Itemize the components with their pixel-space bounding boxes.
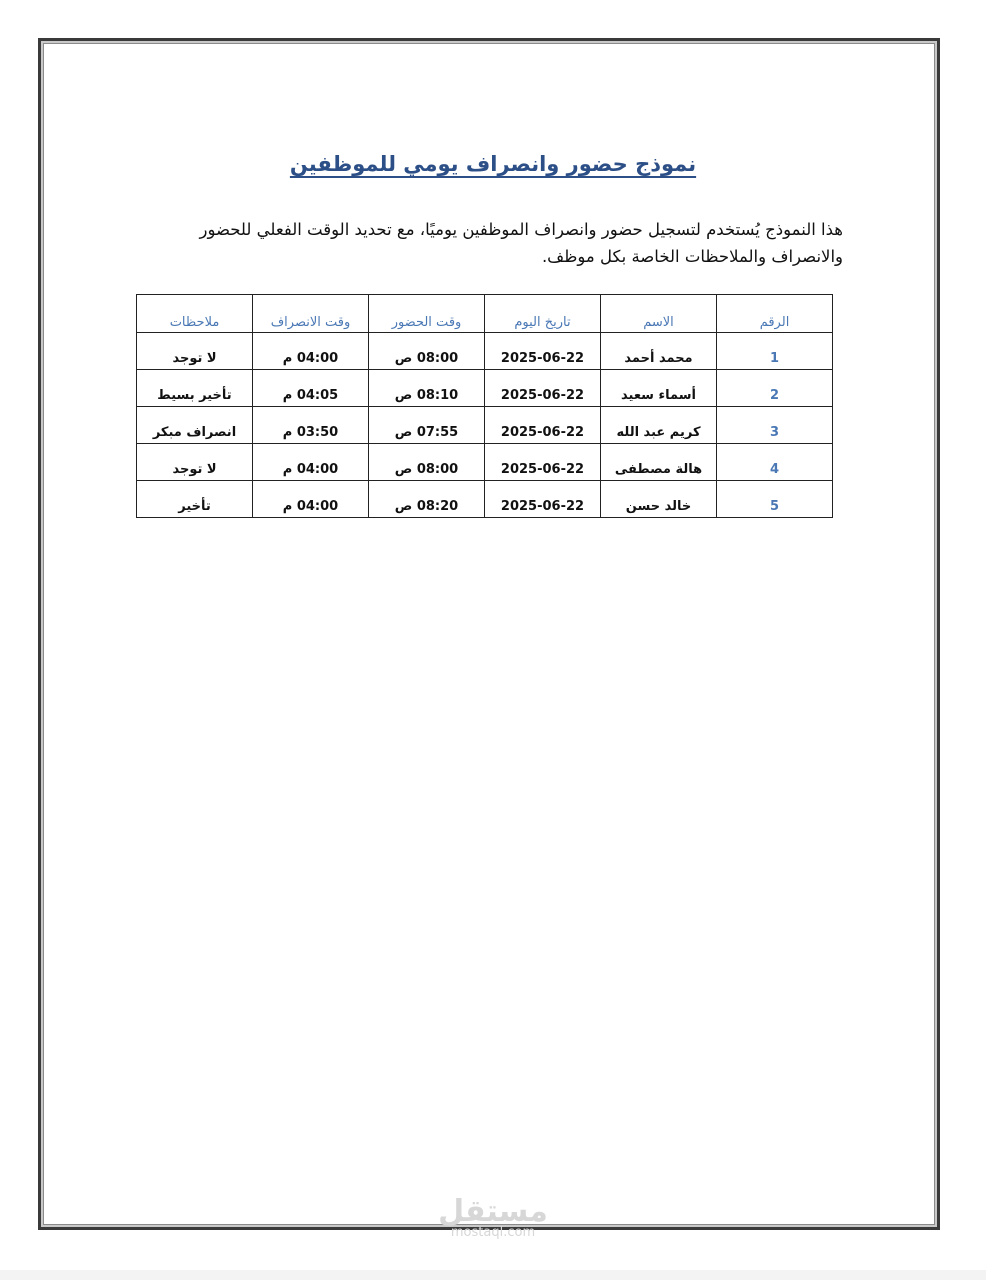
table-row xyxy=(137,370,833,407)
cell-date: 2025-06-22 xyxy=(485,444,601,481)
header-check-in: وقت الحضور xyxy=(369,295,485,333)
table-row xyxy=(137,444,833,481)
cell-number: 3 xyxy=(717,407,833,444)
header-number: الرقم xyxy=(717,295,833,333)
cell-date: 2025-06-22 xyxy=(485,370,601,407)
cell-name: خالد حسن xyxy=(601,481,717,518)
cell-notes: انصراف مبكر xyxy=(137,407,253,444)
table-row xyxy=(137,333,833,370)
cell-name: كريم عبد الله xyxy=(601,407,717,444)
cell-notes: تأخير بسيط xyxy=(137,370,253,407)
header-date: تاريخ اليوم xyxy=(485,295,601,333)
table-row xyxy=(137,407,833,444)
cell-date: 2025-06-22 xyxy=(485,407,601,444)
cell-check-in: 08:10 ص xyxy=(369,370,485,407)
table-row xyxy=(137,481,833,518)
attendance-table-wrapper xyxy=(136,294,833,518)
intro-paragraph: هذا النموذج يُستخدم لتسجيل حضور وانصراف الموظفين يوميًا، مع تحديد الوقت الفعلي للحضور والانصراف والملاحظات الخاصة بكل موظف. xyxy=(199,220,843,266)
cell-name: هالة مصطفى xyxy=(601,444,717,481)
header-name: الاسم xyxy=(601,295,717,333)
cell-number: 1 xyxy=(717,333,833,370)
cell-notes: لا توجد xyxy=(137,444,253,481)
header-notes: ملاحظات xyxy=(137,295,253,333)
cell-date: 2025-06-22 xyxy=(485,333,601,370)
table-header-row xyxy=(137,295,833,333)
cell-notes: تأخير xyxy=(137,481,253,518)
cell-check-in: 08:00 ص xyxy=(369,333,485,370)
cell-name: أسماء سعيد xyxy=(601,370,717,407)
cell-date: 2025-06-22 xyxy=(485,481,601,518)
cell-check-out: 04:00 م xyxy=(253,333,369,370)
cell-check-in: 07:55 ص xyxy=(369,407,485,444)
bottom-edge xyxy=(0,1270,986,1280)
cell-number: 4 xyxy=(717,444,833,481)
cell-check-out: 04:05 م xyxy=(253,370,369,407)
document-title: نموذج حضور وانصراف يومي للموظفين xyxy=(289,152,697,176)
watermark-arabic: مستقل xyxy=(438,1194,548,1229)
cell-check-in: 08:00 ص xyxy=(369,444,485,481)
cell-notes: لا توجد xyxy=(137,333,253,370)
mostaql-watermark xyxy=(0,1196,986,1240)
cell-check-out: 04:00 م xyxy=(253,444,369,481)
cell-number: 5 xyxy=(717,481,833,518)
cell-check-in: 08:20 ص xyxy=(369,481,485,518)
cell-number: 2 xyxy=(717,370,833,407)
cell-check-out: 04:00 م xyxy=(253,481,369,518)
cell-check-out: 03:50 م xyxy=(253,407,369,444)
header-check-out: وقت الانصراف xyxy=(253,295,369,333)
watermark-latin: mostaql.com xyxy=(450,1225,536,1240)
cell-name: محمد أحمد xyxy=(601,333,717,370)
attendance-table xyxy=(136,294,833,518)
